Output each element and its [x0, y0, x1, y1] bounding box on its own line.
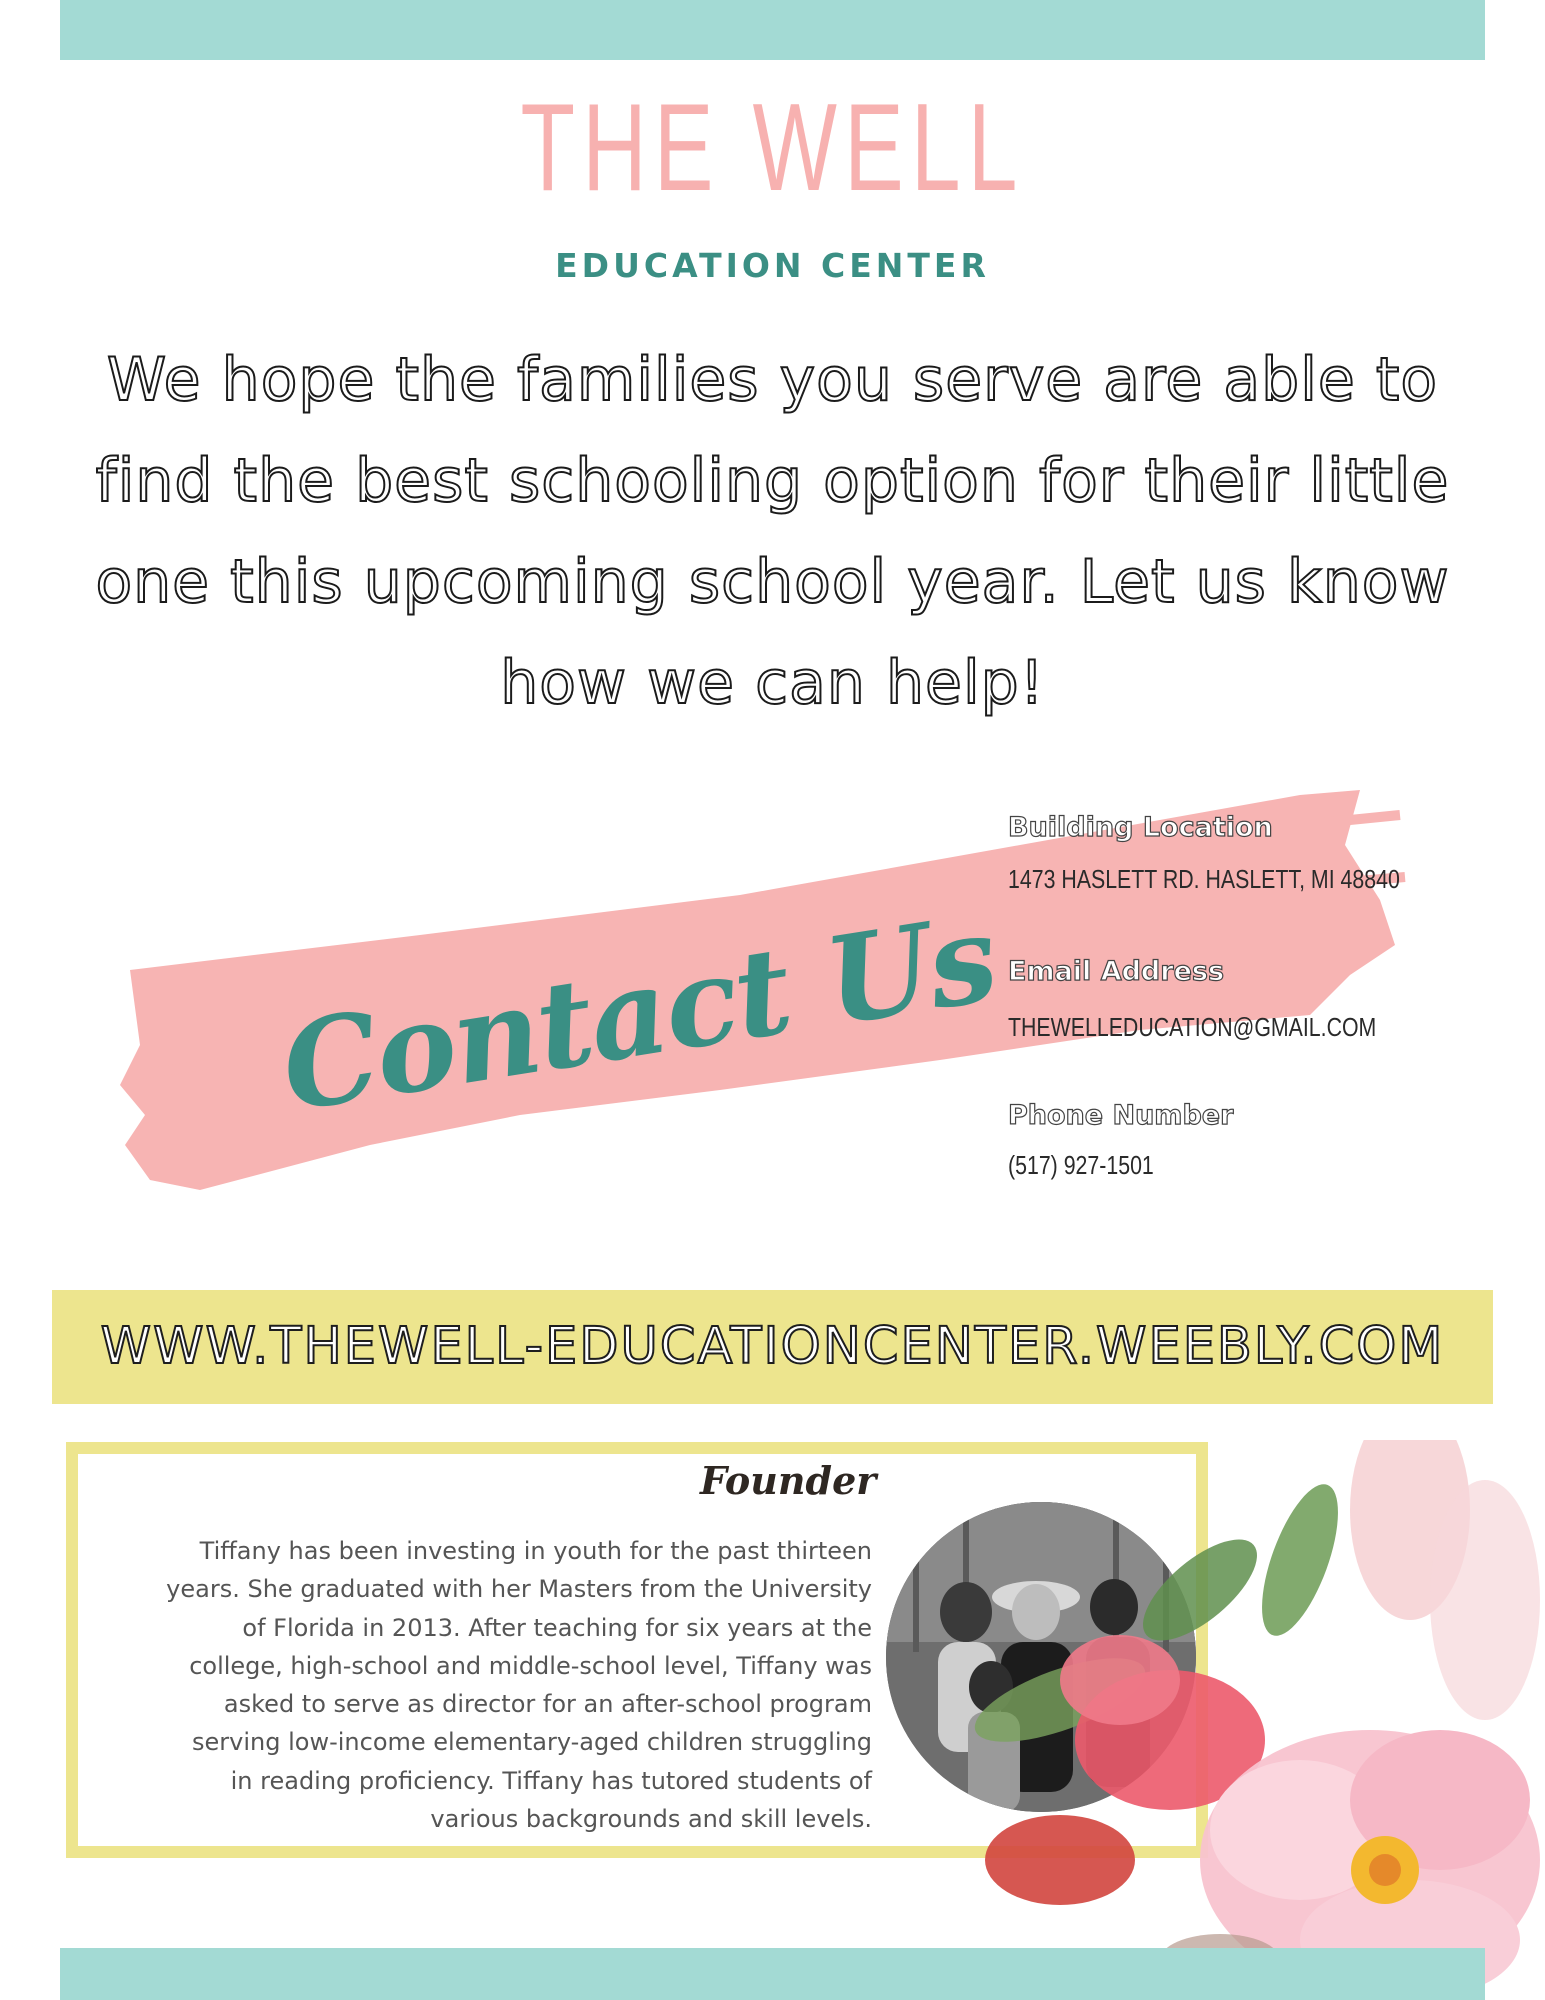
bottom-band: [60, 1948, 1485, 2000]
brand-subtitle: EDUCATION CENTER: [555, 246, 990, 285]
bio-line: of Florida in 2013. After teaching for six years at the: [242, 1613, 872, 1642]
bio-line: years. She graduated with her Masters from the University: [166, 1575, 872, 1604]
bio-line: serving low-income elementary-aged children struggling: [192, 1728, 872, 1757]
website-banner: [52, 1290, 1493, 1404]
floral-decoration: [940, 1440, 1545, 2000]
top-band: [60, 0, 1485, 60]
bio-line: Tiffany has been investing in youth for the past thirteen: [199, 1537, 872, 1565]
website-link[interactable]: WWW.THEWELL-EDUCATIONCENTER.WEEBLY.COM: [100, 1317, 1445, 1376]
building-label: Building Location: [1008, 812, 1273, 843]
intro-message: We hope the families you serve are able to find the best schooling option for their little one this upcoming school year. Let us know how we can help!: [95, 345, 1450, 718]
bio-line: college, high-school and middle-school level, Tiffany was: [189, 1651, 872, 1680]
founder-bio: [82, 1532, 872, 1838]
contact-heading: Contact Us: [272, 887, 1005, 1140]
email-label: Email Address: [1008, 956, 1225, 987]
phone-label: Phone Number: [1008, 1100, 1234, 1131]
founder-heading: Founder: [700, 1458, 877, 1503]
email-value[interactable]: THEWELLEDUCATION@GMAIL.COM: [1008, 1012, 1377, 1042]
phone-value[interactable]: (517) 927-1501: [1008, 1150, 1154, 1180]
building-value: 1473 HASLETT RD. HASLETT, MI 48840: [1008, 864, 1400, 894]
bio-line: in reading proficiency. Tiffany has tutored students of: [230, 1766, 872, 1795]
bio-line: various backgrounds and skill levels.: [430, 1805, 872, 1834]
brand-title: THE WELL: [520, 79, 1025, 217]
bio-line: asked to serve as director for an after-school program: [223, 1690, 872, 1719]
